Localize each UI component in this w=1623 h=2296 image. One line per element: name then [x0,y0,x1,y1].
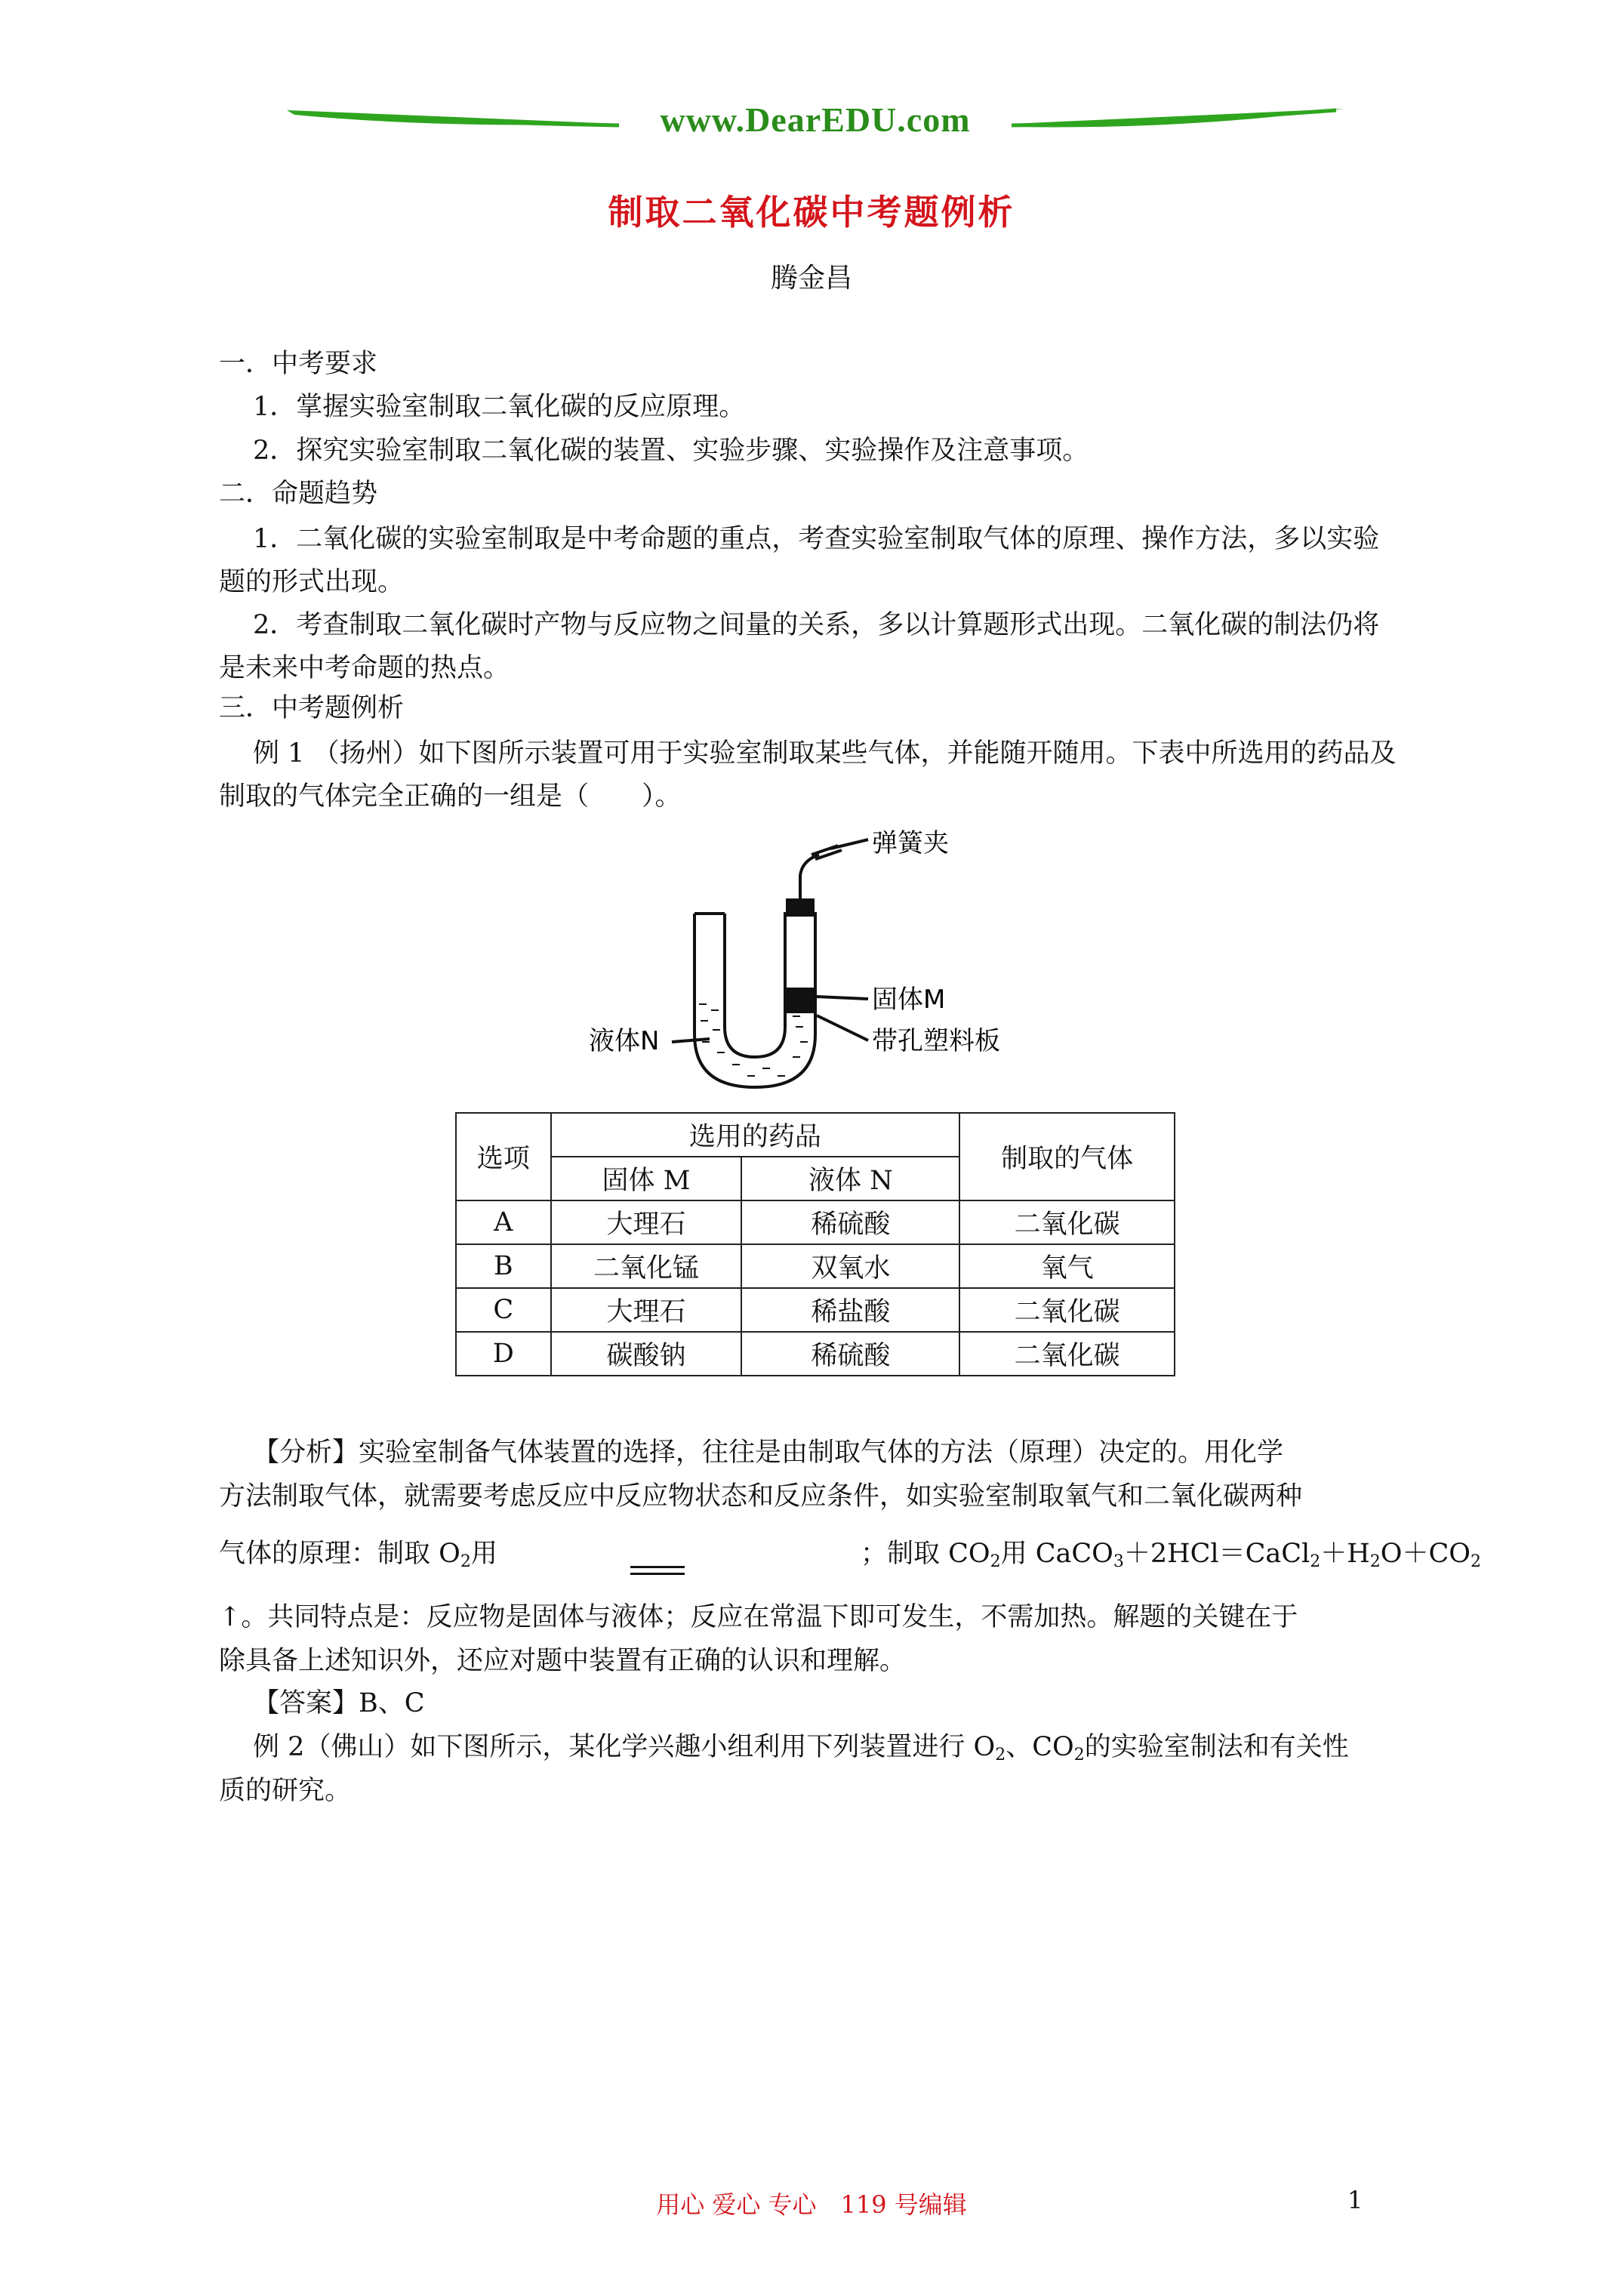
label-plate: 带孔塑料板 [872,1026,1000,1056]
cell: 稀硫酸 [741,1200,959,1244]
analysis-line: ↑。共同特点是：反应物是固体与液体；反应在常温下即可发生，不需加热。解题的关键在于 [219,1602,1298,1632]
analysis-label: 【分析】 [253,1438,359,1468]
example2-line [253,1729,1349,1765]
options-table [455,1112,1175,1376]
analysis-text: ＋H [1320,1539,1370,1569]
subscript: 2 [460,1552,471,1571]
cell: C [456,1288,551,1332]
analysis-equation-co2 [861,1536,1481,1572]
section-heading-trends: 二．命题趋势 [219,479,378,509]
page-number: 1 [1347,2186,1363,2214]
cell: 碳酸钠 [551,1332,742,1376]
analysis-text: 用 CaCO [1000,1539,1113,1569]
header-reagents: 选用的药品 [551,1113,960,1157]
section-heading-examples: 三．中考题例析 [219,693,405,723]
table-row [456,1332,1175,1376]
subscript: 2 [995,1746,1006,1764]
page-title: 制取二氧化碳中考题例析 [608,192,1015,233]
trend-item: 2．考查制取二氧化碳时产物与反应物之间量的关系，多以计算题形式出现。二氧化碳的制法仍将是未来中考命题的热点。 [219,610,1380,683]
cell: 双氧水 [741,1244,959,1288]
subscript: 2 [1369,1552,1381,1571]
cell: D [456,1332,551,1376]
cell: 二氧化碳 [959,1288,1175,1332]
subscript: 2 [1310,1552,1321,1571]
cell: B [456,1244,551,1288]
analysis-text: 实验室制备气体装置的选择，往往是由制取气体的方法（原理）决定的。用化学 [359,1438,1284,1468]
table-header-row [456,1113,1175,1157]
subscript: 2 [990,1552,1001,1571]
analysis-text: 用 [470,1539,497,1569]
analysis-line: 方法制取气体，就需要考虑反应中反应物状态和反应条件，如实验室制取氧气和二氧化碳两种 [219,1481,1303,1512]
cell: 大理石 [551,1200,742,1244]
example2-text: 例 2（佛山）如下图所示，某化学兴趣小组利用下列装置进行 O [253,1732,996,1762]
header-liquid: 液体 N [741,1157,959,1200]
author: 腾金昌 [770,263,852,294]
analysis-text: O＋CO [1380,1539,1471,1569]
analysis-equation-line [219,1536,497,1572]
reaction-double-equals [630,1566,685,1575]
header-banner [287,91,1344,159]
example1-question: 例 1 （扬州）如下图所示装置可用于实验室制取某些气体，并能随开随用。下表中所选用的药品及制取的气体完全正确的一组是（ ）。 [219,738,1397,812]
answer: 【答案】B、C [253,1688,425,1718]
cell: 二氧化锰 [551,1244,742,1288]
table-row [456,1200,1175,1244]
table-row [456,1244,1175,1288]
cell: 二氧化碳 [959,1200,1175,1244]
u-tube-apparatus-figure [589,815,1042,1102]
header-solid: 固体 M [551,1157,742,1200]
footer-text: 用心 爱心 专心 119 号编辑 [656,2190,967,2219]
header-option: 选项 [456,1113,551,1200]
subscript: 3 [1113,1552,1124,1571]
label-solid-m: 固体M [872,985,946,1015]
cell: 大理石 [551,1288,742,1332]
cell: 二氧化碳 [959,1332,1175,1376]
cell: 氧气 [959,1244,1175,1288]
header-gas: 制取的气体 [959,1113,1175,1200]
analysis-text: 气体的原理：制取 O [219,1539,460,1569]
analysis-line [253,1435,1283,1471]
label-liquid-n: 液体N [589,1026,660,1056]
analysis-text: ；制取 CO [861,1539,990,1569]
analysis-text: ＋2HCl＝CaCl [1123,1539,1310,1569]
example2-line: 质的研究。 [219,1776,352,1806]
trend-item: 1．二氧化碳的实验室制取是中考命题的重点，考查实验室制取气体的原理、操作方法，多以实验题的形式出现。 [219,524,1380,597]
cell: A [456,1200,551,1244]
analysis-line: 除具备上述知识外，还应对题中装置有正确的认识和理解。 [219,1646,907,1676]
label-clamp: 弹簧夹 [872,828,949,858]
section-heading-requirements: 一．中考要求 [219,349,378,379]
example2-text: 、CO [1006,1732,1074,1762]
subscript: 2 [1470,1552,1481,1571]
table-row [456,1288,1175,1332]
cell: 稀硫酸 [741,1332,959,1376]
example2-text: 的实验室制法和有关性 [1084,1732,1349,1762]
requirement-item: 2．探究实验室制取二氧化碳的装置、实验步骤、实验操作及注意事项。 [253,436,1089,466]
subscript: 2 [1073,1746,1085,1764]
requirement-item: 1．掌握实验室制取二氧化碳的反应原理。 [253,392,746,422]
site-name: www.DearEDU.com [660,100,971,139]
cell: 稀盐酸 [741,1288,959,1332]
